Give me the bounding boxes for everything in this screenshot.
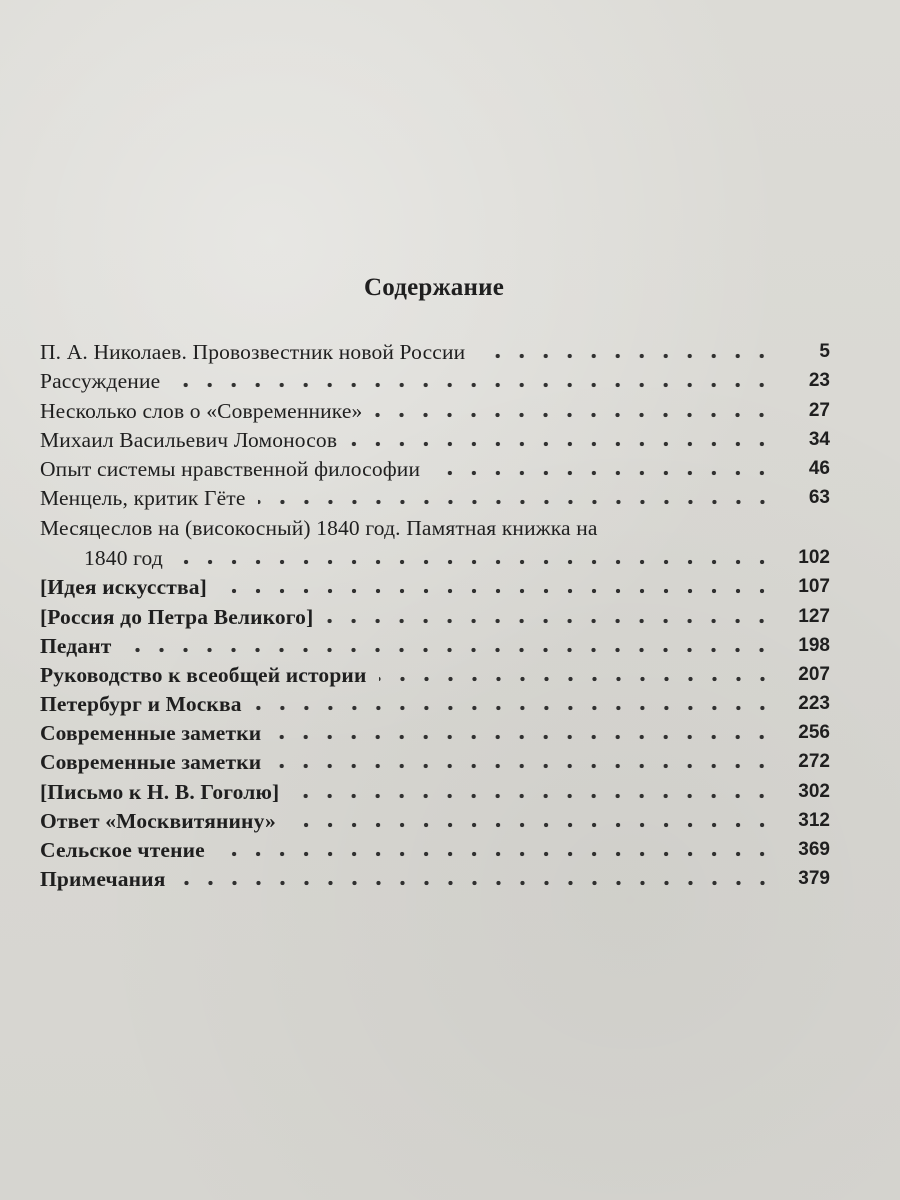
page-title: Содержание [363, 274, 504, 301]
dot-leader [349, 441, 774, 447]
toc-entry-title: Петербург и Москва [40, 692, 242, 717]
dot-leader [273, 734, 774, 740]
toc-page-number: 207 [798, 663, 830, 685]
toc-entry-title: [Письмо к Н. В. Гоголю] [40, 779, 280, 804]
toc-entry [40, 335, 830, 364]
toc-entry-title: П. А. Николаев. Провозвестник новой России [40, 340, 466, 365]
toc-entry-title: Рассуждение [40, 369, 161, 394]
dot-leader [175, 559, 774, 565]
toc-page-number: 107 [798, 576, 830, 598]
toc-entry-title: Месяцеслов на (високосный) 1840 год. Памятная книжка на [40, 516, 598, 541]
toc-page-number: 302 [798, 780, 830, 802]
toc-entry-title: Менцель, критик Гёте [40, 486, 246, 511]
toc-page-number: 34 [808, 428, 830, 450]
dot-leader [288, 822, 774, 828]
dot-leader [477, 353, 774, 359]
toc-entry [40, 774, 830, 803]
toc-page-number: 23 [808, 370, 830, 392]
toc-entry-title: Ответ «Москвитянину» [40, 808, 276, 833]
dot-leader [217, 851, 774, 857]
toc-page-number: 27 [808, 399, 830, 421]
toc-page-number: 46 [808, 457, 830, 479]
toc-page-number: 63 [808, 487, 830, 509]
toc-page-number: 102 [798, 547, 830, 569]
dot-leader [291, 793, 774, 799]
toc-entry [40, 452, 830, 481]
dot-leader [258, 499, 774, 505]
toc-entry [40, 716, 830, 745]
toc-entry-title: [Идея искусства] [40, 575, 207, 600]
toc-entry-title: Опыт системы нравственной философии [40, 456, 421, 481]
toc-entry [40, 862, 830, 891]
toc-entry-title: Несколько слов о «Современнике» [40, 398, 363, 423]
toc-entry-continuation [40, 540, 830, 570]
toc-entry [40, 658, 830, 687]
toc-entry-title: Современные заметки [40, 750, 262, 775]
toc-entry [40, 687, 830, 716]
toc-entry [40, 481, 830, 510]
dot-leader [325, 618, 774, 624]
table-of-contents [40, 335, 830, 891]
dot-leader [254, 705, 774, 711]
toc-entry-title: Сельское чтение [40, 838, 205, 862]
toc-entry [40, 393, 830, 422]
toc-entry-title: [Россия до Петра Великого] [40, 604, 314, 629]
toc-page-number: 223 [798, 693, 830, 715]
dot-leader [172, 382, 774, 388]
toc-page-number: 272 [798, 751, 830, 773]
toc-entry [40, 745, 830, 774]
toc-entry-title: Руководство к всеобщей истории [40, 662, 367, 687]
dot-leader [374, 412, 774, 418]
toc-page-number: 5 [819, 341, 830, 363]
toc-page-number: 369 [798, 839, 830, 860]
toc-entry-title: Педант [40, 633, 112, 658]
toc-entry-title: Современные заметки [40, 721, 262, 746]
dot-leader [432, 470, 774, 476]
toc-entry-first-line [40, 510, 830, 540]
dot-leader [379, 676, 775, 682]
toc-entry-title-continuation: 1840 год [84, 546, 163, 571]
toc-entry [40, 364, 830, 393]
dot-leader [123, 647, 774, 653]
toc-entry-title: Примечания [40, 867, 166, 892]
toc-entry [40, 804, 830, 833]
toc-page-number: 312 [798, 809, 830, 831]
toc-entry [40, 423, 830, 452]
toc-entry [40, 599, 830, 628]
toc-page-number: 198 [798, 634, 830, 656]
toc-page-number: 256 [798, 722, 830, 744]
toc-entry-title: Михаил Васильевич Ломоносов [40, 427, 338, 452]
toc-entry [40, 570, 830, 599]
toc-entry [40, 833, 830, 862]
dot-leader [219, 588, 774, 594]
dot-leader [178, 880, 774, 886]
dot-leader [273, 763, 774, 769]
toc-page-number: 127 [798, 605, 830, 627]
toc-entry [40, 629, 830, 658]
toc-page-number: 379 [798, 868, 830, 890]
